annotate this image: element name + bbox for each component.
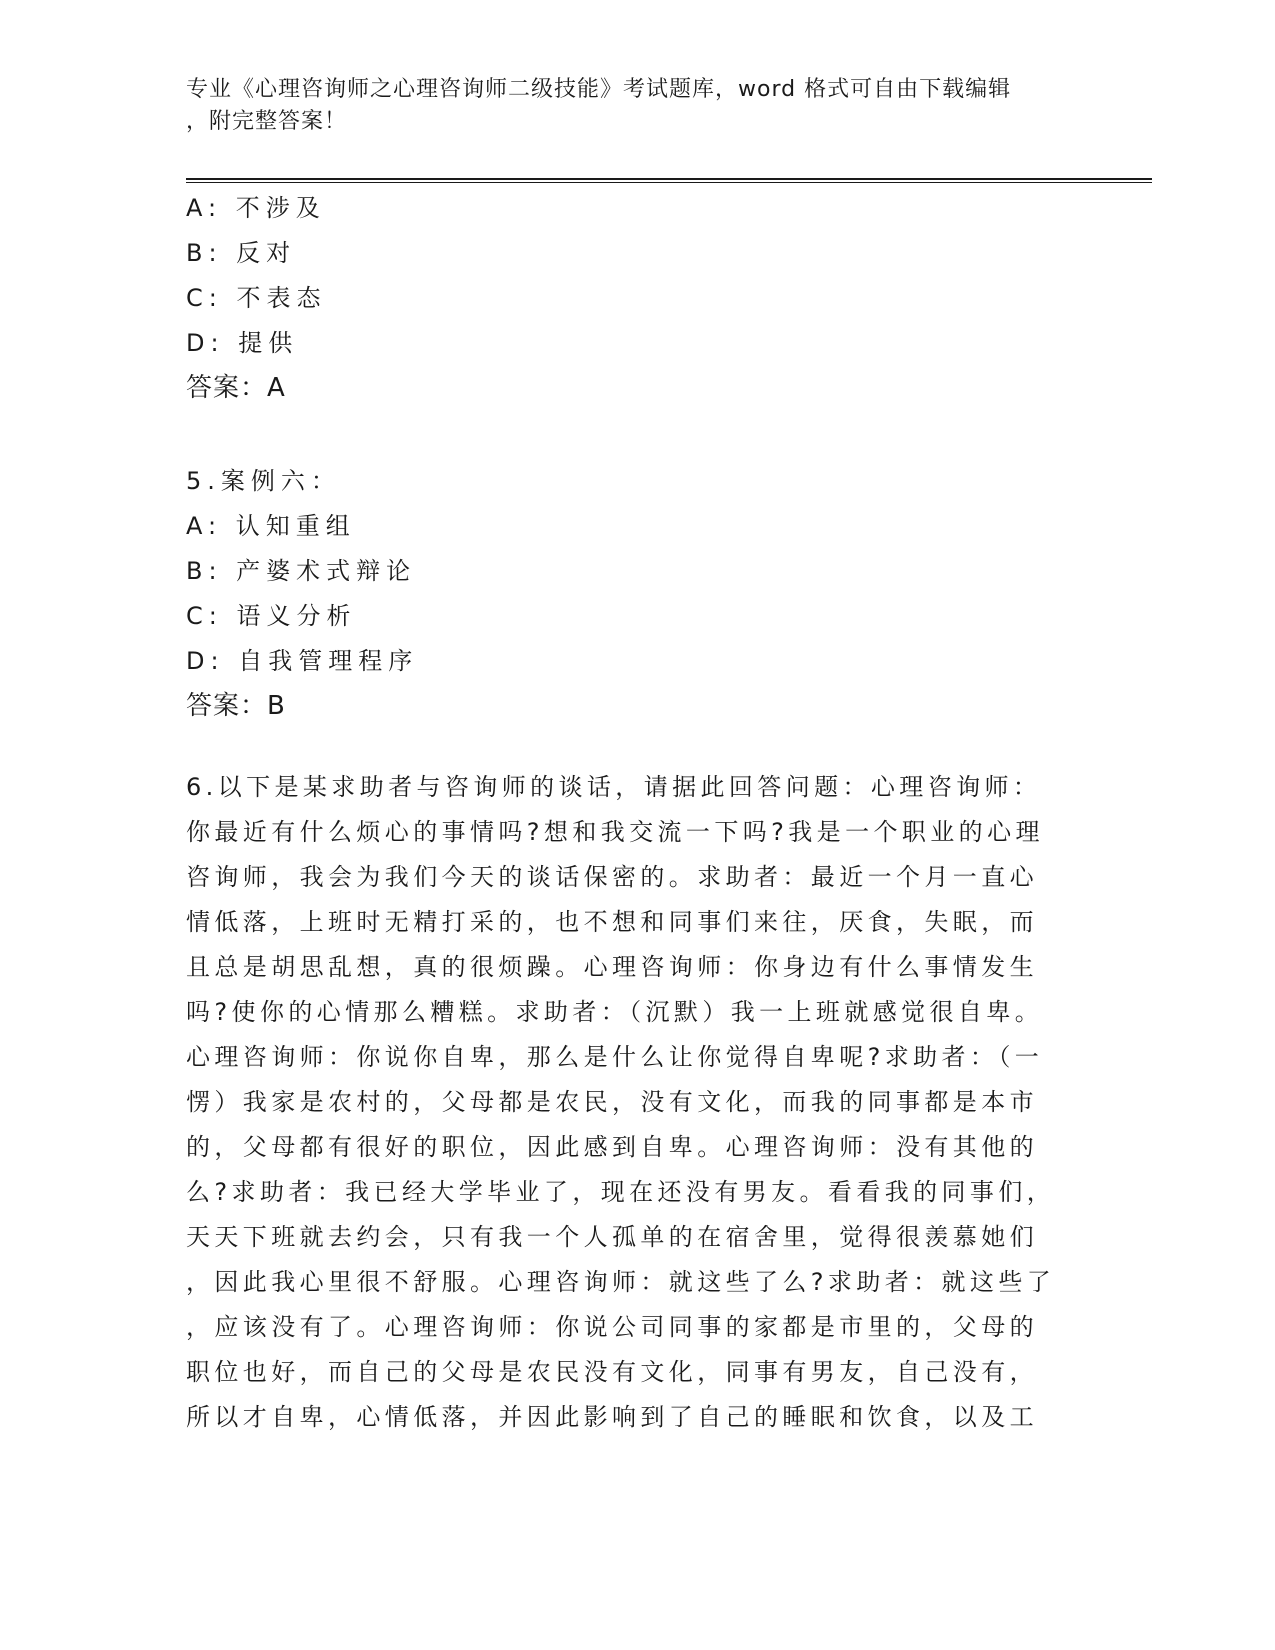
q5-option-a: A: 认知重组 [186, 512, 356, 540]
q6-line: 6.以下是某求助者与咨询师的谈话，请据此回答问题：心理咨询师： [186, 773, 1042, 801]
q6-line: 所以才自卑，心情低落，并因此影响到了自己的睡眠和饮食，以及工 [186, 1403, 1038, 1431]
q6-line: 咨询师，我会为我们今天的谈话保密的。求助者：最近一个月一直心 [186, 863, 1038, 891]
q6-line: ，应该没有了。心理咨询师：你说公司同事的家都是市里的，父母的 [186, 1313, 1038, 1341]
q6-line: 你最近有什么烦心的事情吗?想和我交流一下吗?我是一个职业的心理 [186, 818, 1044, 846]
q5-question: 5.案例六： [186, 467, 341, 495]
header-divider-thin [186, 182, 1152, 183]
q6-line: 的，父母都有很好的职位，因此感到自卑。心理咨询师：没有其他的 [186, 1133, 1038, 1161]
q4-option-b: B: 反对 [186, 239, 297, 267]
q6-line: 心理咨询师：你说你自卑，那么是什么让你觉得自卑呢?求助者：（一 [186, 1043, 1044, 1071]
header-divider-thick [186, 178, 1152, 180]
header-title-line-2: ，附完整答案！ [186, 109, 348, 134]
q6-line: 么?求助者：我已经大学毕业了，现在还没有男友。看看我的同事们， [186, 1178, 1056, 1206]
q5-answer: 答案：B [186, 691, 286, 721]
q4-option-a: A: 不涉及 [186, 194, 326, 222]
q4-option-d: D: 提供 [186, 329, 299, 357]
header-title-line-1: 专业《心理咨询师之心理咨询师二级技能》考试题库，word 格式可自由下载编辑 [186, 77, 1012, 102]
question-6-block [186, 765, 1066, 1440]
q6-line: 天天下班就去约会，只有我一个人孤单的在宿舍里，觉得很羡慕她们 [186, 1223, 1038, 1251]
question-5-block [186, 459, 1066, 729]
document-header [186, 74, 1066, 138]
q5-option-b: B: 产婆术式辩论 [186, 557, 417, 585]
q5-option-d: D: 自我管理程序 [186, 647, 419, 675]
q6-line: 职位也好，而自己的父母是农民没有文化，同事有男友，自己没有， [186, 1358, 1038, 1386]
q6-line: 且总是胡思乱想，真的很烦躁。心理咨询师：你身边有什么事情发生 [186, 953, 1038, 981]
q6-line: 情低落，上班时无精打采的，也不想和同事们来往，厌食，失眠，而 [186, 908, 1038, 936]
q6-line: ，因此我心里很不舒服。心理咨询师：就这些了么?求助者：就这些了 [186, 1268, 1056, 1296]
q6-line: 吗?使你的心情那么糟糕。求助者：（沉默）我一上班就感觉很自卑。 [186, 998, 1044, 1026]
q4-option-c: C: 不表态 [186, 284, 327, 312]
question-4-block [186, 186, 1066, 411]
q6-line: 愣）我家是农村的，父母都是农民，没有文化，而我的同事都是本市 [186, 1088, 1038, 1116]
q4-answer: 答案：A [186, 373, 286, 403]
q5-option-c: C: 语义分析 [186, 602, 357, 630]
